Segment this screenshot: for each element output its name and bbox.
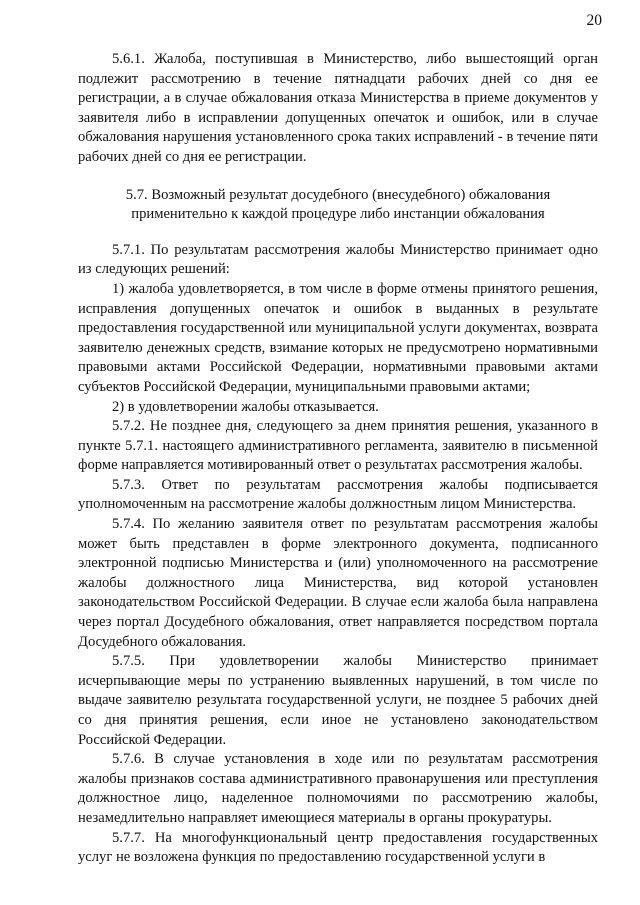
paragraph-5-6-1: 5.6.1. Жалоба, поступившая в Министерство, либо вышестоящий орган подлежит рассмотрению в течение пятнадцати рабочих дней со дня ее регистрации, а в случае обжалования отказа Министерства в приеме документов у заявителя либо в исправлении допущенных опечаток и ошибок, или в случае обжалования нарушения установленного срока таких исправлений - в течение пяти рабочих дней со дня ее регистрации.: [78, 51, 598, 165]
paragraph-5-7-1-item-1: 1) жалоба удовлетворяется, в том числе в форме отмены принятого решения, исправления допущенных опечаток и ошибок в выданных в результате предоставления государственной или муниципальной услуги документах, возврата заявителю денежных средств, взимание которых не предусмотрено нормативными правовыми актами Российской Федерации, нормативными правовыми актами субъектов Российской Федерации, муниципальными правовыми актами;: [78, 280, 598, 395]
paragraph-5-7-3: 5.7.3. Ответ по результатам рассмотрения жалобы подписывается уполномоченным на рассмотрение жалобы должностным лицом Министерства.: [78, 476, 598, 513]
section-heading-5-7: 5.7. Возможный результат досудебного (внесудебного) обжалования применительно к каждой процедуре либо инстанции обжалования: [125, 186, 551, 223]
paragraph-5-7-1: 5.7.1. По результатам рассмотрения жалобы Министерство принимает одно из следующих решений:: [78, 241, 598, 278]
paragraph-5-7-2: 5.7.2. Не позднее дня, следующего за днем принятия решения, указанного в пункте 5.7.1. настоящего административного регламента, заявителю в письменной форме направляется мотивированный ответ о результатах рассмотрения жалобы.: [78, 418, 598, 474]
paragraph-5-7-4: 5.7.4. По желанию заявителя ответ по результатам рассмотрения жалобы может быть представлен в форме электронного документа, подписанного электронной подписью Министерства и (или) уполномоченного на рассмотрение жалобы должностного лица Министерства, вид которой установлен законодательством Российской Федерации. В случае если жалоба была направлена через портал Досудебного обжалования, ответ направляется посредством портала Досудебного обжалования.: [78, 516, 598, 650]
page-number: 20: [586, 12, 602, 29]
document-body: [78, 50, 598, 868]
paragraph-5-7-6: 5.7.6. В случае установления в ходе или по результатам рассмотрения жалобы признаков состава административного правонарушения или преступления должностное лицо, наделенное полномочиями по рассмотрению жалобы, незамедлительно направляет имеющиеся материалы в органы прокуратуры.: [78, 751, 598, 826]
paragraph-5-7-7: 5.7.7. На многофункциональный центр предоставления государственных услуг не возложена функция по предоставлению государственной услуги в: [78, 829, 598, 866]
paragraph-5-7-5: 5.7.5. При удовлетворении жалобы Министерство принимает исчерпывающие меры по устранению выявленных нарушений, в том числе по выдаче заявителю результата государственной услуги, не позднее 5 рабочих дней со дня принятия решения, если иное не установлено законодательством Российской Федерации.: [78, 653, 598, 748]
paragraph-5-7-1-item-2: 2) в удовлетворении жалобы отказывается.: [112, 398, 379, 415]
